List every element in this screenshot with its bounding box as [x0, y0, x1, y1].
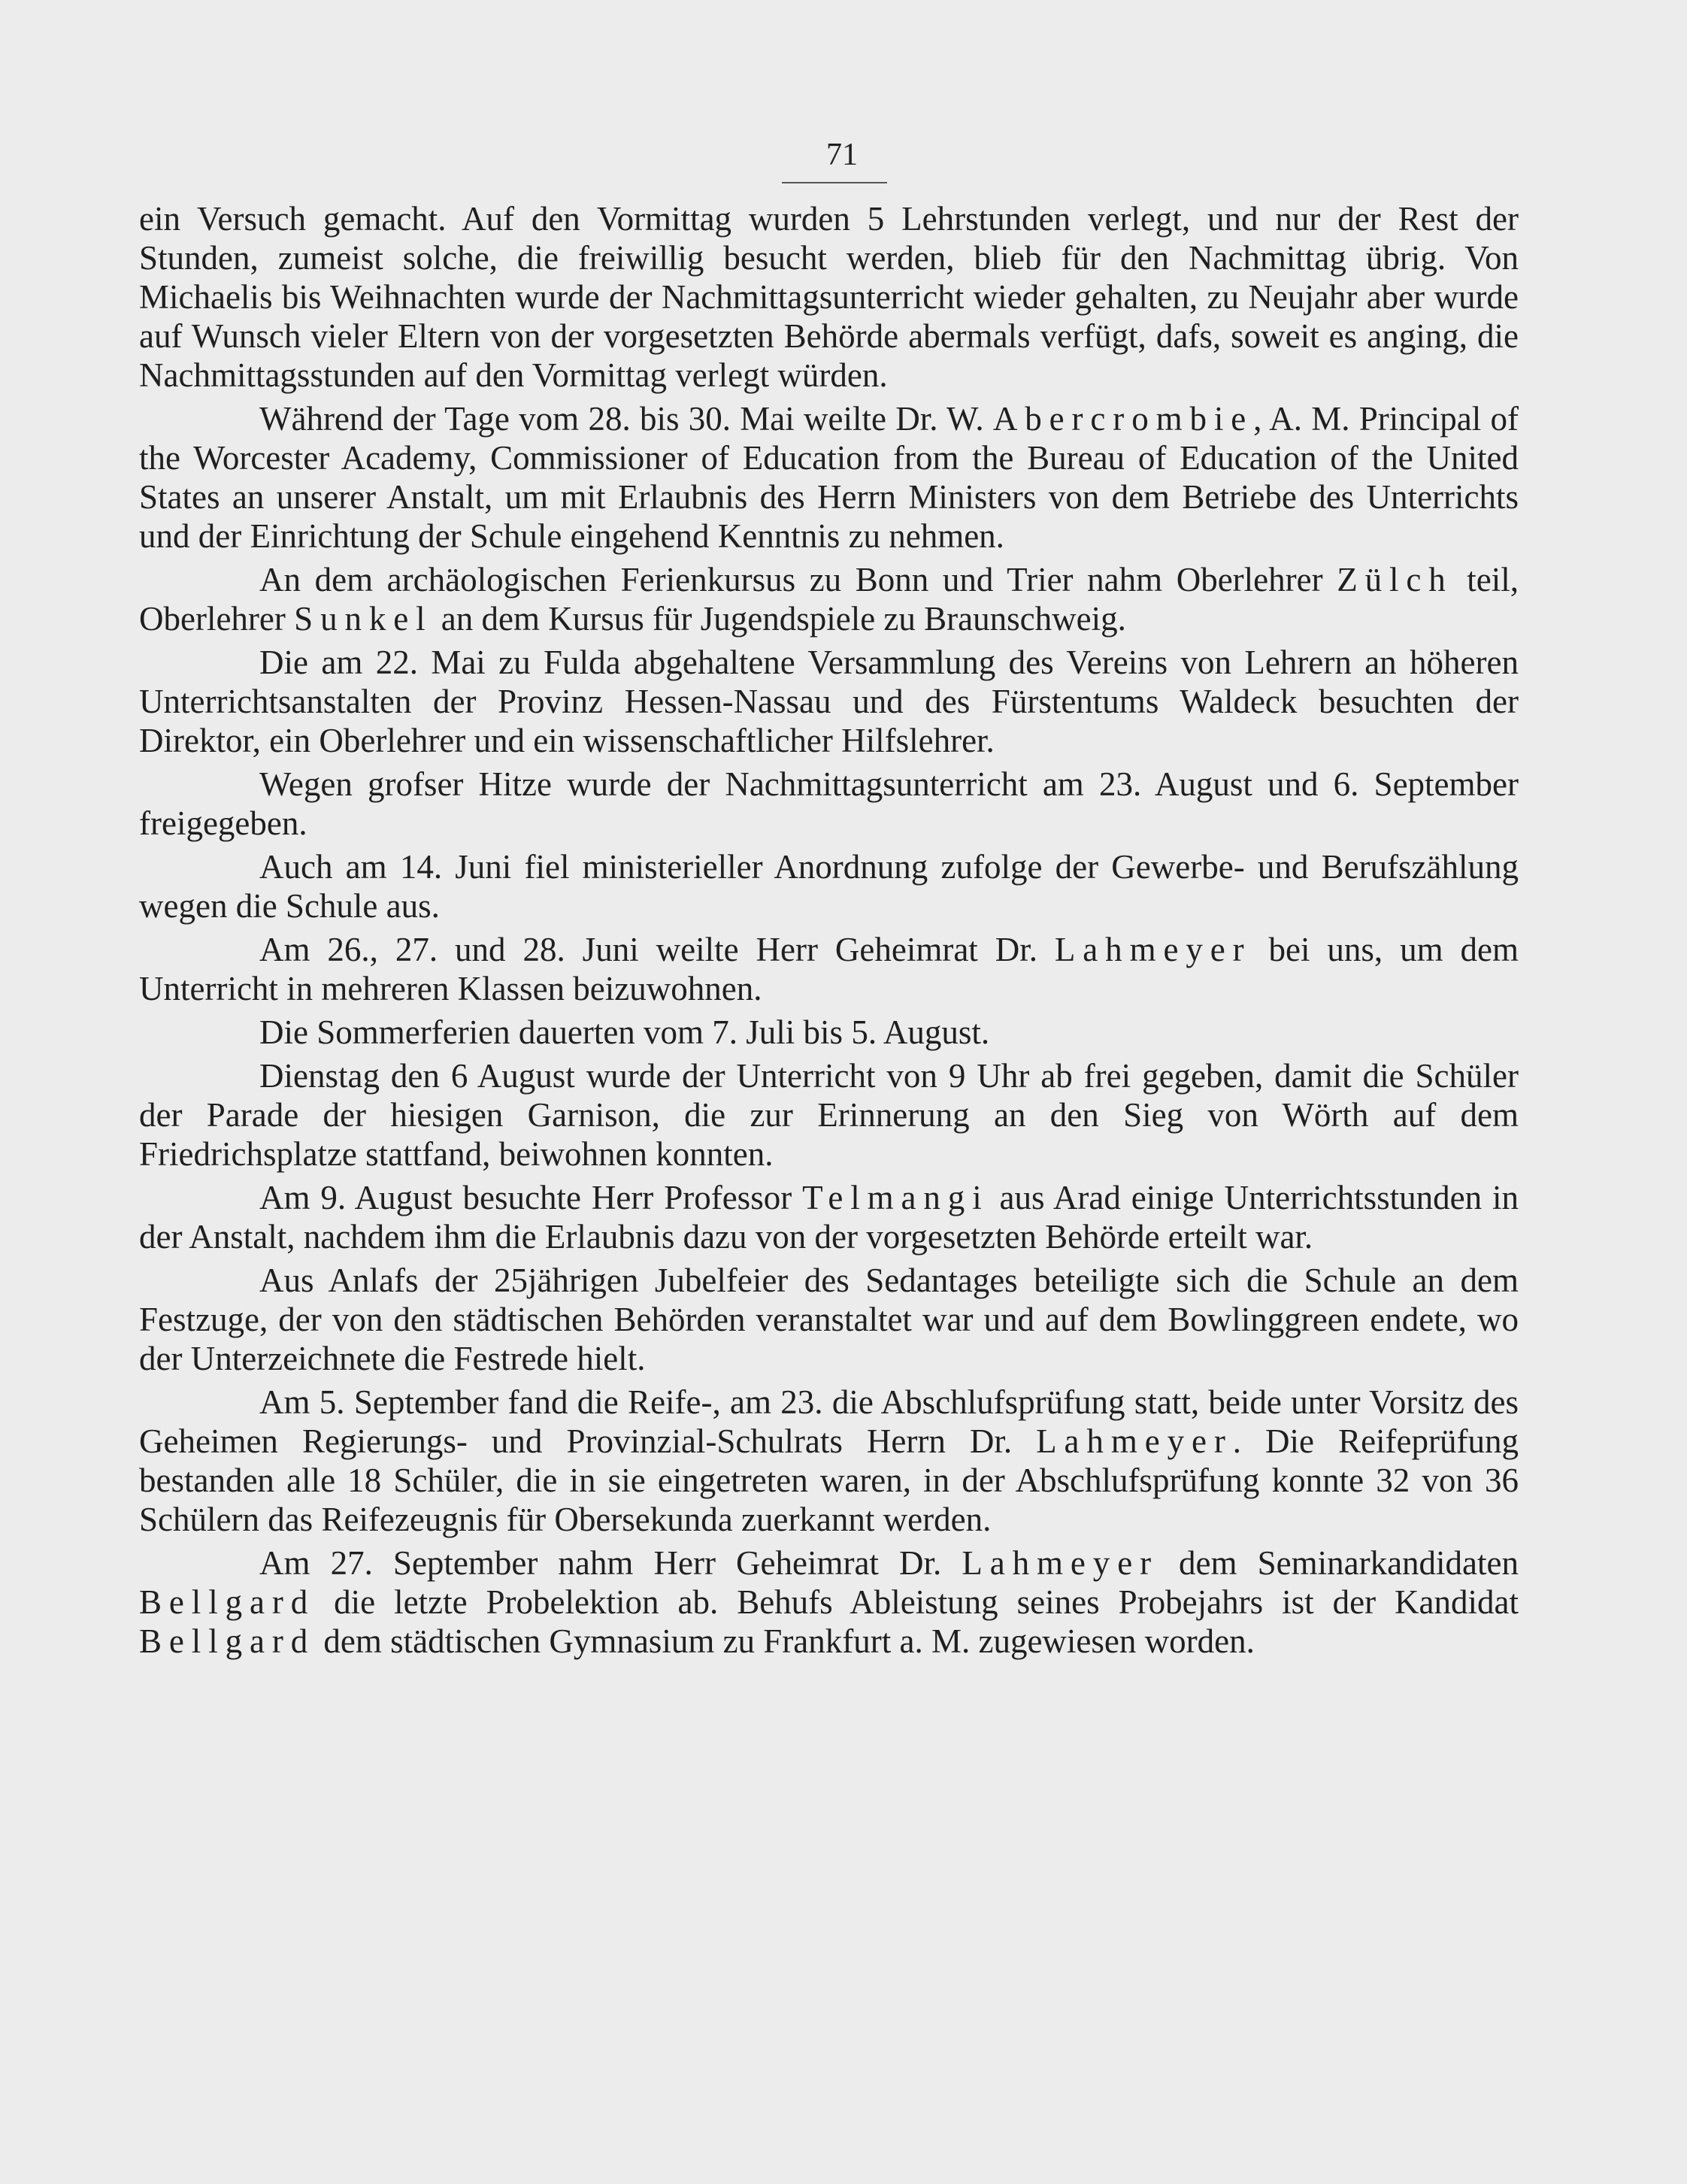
- paragraph-13: [139, 1543, 1519, 1661]
- person-name: Sunkel: [294, 600, 433, 638]
- paragraph-8: [139, 1013, 1519, 1052]
- paragraph-9: [139, 1056, 1519, 1174]
- paragraph-text: Am 5. September fand die Reife-, am 23. die Abschlufsprüfung statt, beide unter Vorsitz des Geheimen Regierungs- und Provinzial-Schulrats Herrn Dr.: [139, 1383, 1519, 1460]
- person-name: Lahmeyer: [1036, 1422, 1233, 1460]
- body-text: [139, 199, 1519, 1665]
- paragraph-11: [139, 1261, 1519, 1378]
- paragraph-2: [139, 399, 1519, 556]
- page-number-rule: [782, 182, 887, 183]
- paragraph-text: Aus Anlafs der 25jährigen Jubelfeier des Sedantages beteiligte sich die Schule an dem Festzuge, der von den städtischen Behörden veranstaltet war und auf dem Bowlinggreen endete, wo der Unterzeichnete die Festrede hielt.: [139, 1262, 1519, 1377]
- paragraph-1: [139, 199, 1519, 395]
- paragraph-6: [139, 847, 1519, 925]
- paragraph-text: dem Seminarkandidaten: [1158, 1544, 1519, 1582]
- paragraph-4: [139, 643, 1519, 760]
- paragraph-7: [139, 930, 1519, 1008]
- person-name: Lahmeyer: [962, 1544, 1158, 1582]
- paragraph-text: teil, Oberlehrer: [139, 561, 1519, 638]
- paragraph-5: [139, 765, 1519, 843]
- paragraph-text: Während der Tage vom 28. bis 30. Mai weilte Dr. W.: [259, 400, 993, 438]
- paragraph-text: Die Sommerferien dauerten vom 7. Juli bis 5. August.: [259, 1013, 990, 1051]
- paragraph-text: Dienstag den 6 August wurde der Unterricht von 9 Uhr ab frei gegeben, damit die Schüler der Parade der hiesigen Garnison, die zur Erinnerung an den Sieg von Wörth auf dem Friedrichsplatze stattfand, beiwohnen konnten.: [139, 1057, 1519, 1173]
- paragraph-12: [139, 1383, 1519, 1539]
- paragraph-text: Auch am 14. Juni fiel ministerieller Anordnung zufolge der Gewerbe- und Berufszählung wegen die Schule aus.: [139, 848, 1519, 925]
- paragraph-text: , A. M. Principal of the Worcester Academy, Commissioner of Education from the Bureau of Education of the United States an unserer Anstalt, um mit Erlaubnis des Herrn Ministers von dem Betriebe des Unterrichts und der Einrichtung der Schule eingehend Kenntnis zu nehmen.: [139, 400, 1519, 555]
- paragraph-text: dem städtischen Gymnasium zu Frankfurt a. M. zugewiesen worden.: [315, 1622, 1255, 1660]
- paragraph-text: Am 27. September nahm Herr Geheimrat Dr.: [259, 1544, 962, 1582]
- paragraph-text: Am 9. August besuchte Herr Professor: [259, 1179, 803, 1216]
- paragraph-text: Die am 22. Mai zu Fulda abgehaltene Versammlung des Vereins von Lehrern an höheren Unterrichtsanstalten der Provinz Hessen-Nassau und des Fürstentums Waldeck besuchten der Direktor, ein Oberlehrer und ein wissenschaftlicher Hilfslehrer.: [139, 644, 1519, 759]
- person-name: Telmangi: [802, 1179, 989, 1216]
- paragraph-3: [139, 560, 1519, 638]
- paragraph-text: An dem archäologischen Ferienkursus zu Bonn und Trier nahm Oberlehrer: [259, 561, 1337, 598]
- paragraph-text: aus Arad einige Unterrichtsstunden in der Anstalt, nachdem ihm die Erlaubnis dazu von der vorgesetzten Behörde erteilt war.: [139, 1179, 1519, 1256]
- person-name: Abercrombie: [992, 400, 1254, 438]
- person-name: Zülch: [1337, 561, 1453, 598]
- paragraph-text: Am 26., 27. und 28. Juni weilte Herr Geheimrat Dr.: [259, 931, 1055, 968]
- paragraph-text: ein Versuch gemacht. Auf den Vormittag wurden 5 Lehrstunden verlegt, und nur der Rest der Stunden, zumeist solche, die freiwillig besucht werden, blieb für den Nachmittag übrig. Von Michaelis bis Weihnachten wurde der Nachmittagsunterricht wieder gehalten, zu Neujahr aber wurde auf Wunsch vieler Eltern von der vorgesetzten Behörde abermals verfügt, dafs, soweit es anging, die Nachmittagsstunden auf den Vormittag verlegt würden.: [139, 200, 1519, 394]
- paragraph-text: bei uns, um dem Unterricht in mehreren Klassen beizuwohnen.: [139, 931, 1519, 1007]
- paragraph-text: an dem Kursus für Jugendspiele zu Braunschweig.: [432, 600, 1126, 638]
- person-name: Lahmeyer: [1054, 931, 1252, 968]
- paragraph-text: die letzte Probelektion ab. Behufs Ableistung seines Probejahrs ist der Kandidat: [315, 1583, 1519, 1621]
- person-name: Bellgard: [139, 1583, 316, 1621]
- paragraph-text: Wegen grofser Hitze wurde der Nachmittagsunterricht am 23. August und 6. September freigegeben.: [139, 765, 1519, 842]
- paragraph-10: [139, 1178, 1519, 1256]
- person-name: Bellgard: [139, 1622, 316, 1660]
- paragraph-text: . Die Reifeprüfung bestanden alle 18 Schüler, die in sie eingetreten waren, in der Abschlufsprüfung konnte 32 von 36 Schülern das Reifezeugnis für Obersekunda zuerkannt werden.: [139, 1422, 1519, 1538]
- page-number: 71: [826, 138, 858, 172]
